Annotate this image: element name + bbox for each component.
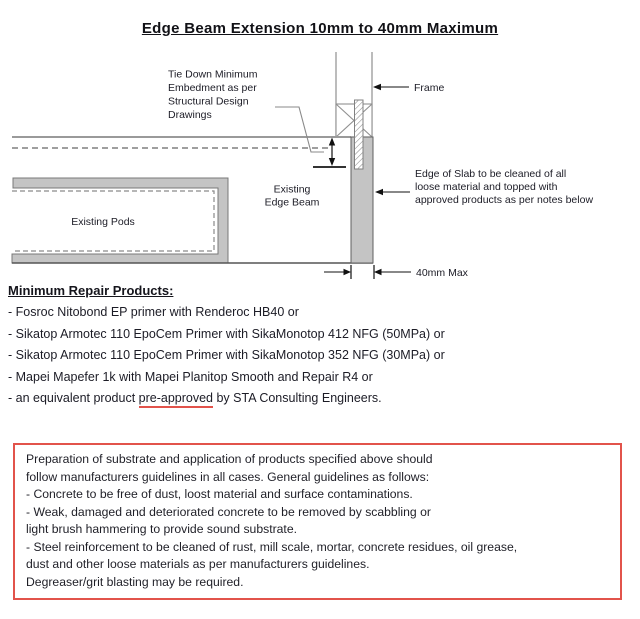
repair-products-heading: Minimum Repair Products: <box>8 283 174 298</box>
notes-line: - Steel reinforcement to be cleaned of rust, mill scale, mortar, concrete residues, oil grease, <box>26 539 518 554</box>
repair-products-section <box>8 283 628 410</box>
embedment-arrow <box>329 138 335 167</box>
svg-text:Structural Design: Structural Design <box>168 95 249 108</box>
existing-edge-beam-label <box>265 184 320 209</box>
notes-line: Degreaser/grit blasting may be required. <box>26 574 244 589</box>
repair-item: - Mapei Mapefer 1k with Mapei Planitop Smooth and Repair R4 or <box>8 369 373 384</box>
svg-text:Edge Beam: Edge Beam <box>264 196 320 209</box>
tie-down-label <box>168 69 258 122</box>
notes-line: light brush hammering to provide sound substrate. <box>26 522 297 536</box>
svg-text:Edge of Slab to be cleaned of: Edge of Slab to be cleaned of all <box>415 168 567 180</box>
dim-arrow-left <box>324 265 351 279</box>
svg-text:Embedment as per: Embedment as per <box>168 82 257 94</box>
tie-down-leader-line <box>275 107 324 152</box>
notes-line: - Concrete to be free of dust, loost material and surface contaminations. <box>26 487 413 501</box>
notes-line: dust and other loose materials as per manufacturers guidelines. <box>26 557 370 571</box>
svg-text:Existing: Existing <box>273 183 311 196</box>
edge-of-slab-arrow <box>375 189 410 195</box>
page-title: Edge Beam Extension 10mm to 40mm Maximum <box>141 20 499 37</box>
dim-arrow-right <box>374 265 411 279</box>
preparation-notes-box <box>13 443 622 600</box>
notes-line: - Weak, damaged and deteriorated concrete to be removed by scabbling or <box>26 504 431 519</box>
repair-item: - Sikatop Armotec 110 EpoCem Primer with SikaMonotop 352 NFG (30MPa) or <box>8 348 445 362</box>
svg-text:Drawings: Drawings <box>168 109 212 121</box>
equivalent-suffix: by STA Consulting Engineers. <box>213 391 382 405</box>
existing-pods-label: Existing Pods <box>71 216 135 228</box>
edge-of-slab-label <box>415 168 593 206</box>
dim-40mm-label: 40mm Max <box>416 267 468 279</box>
frame-arrow <box>373 84 409 90</box>
notes-line: follow manufacturers guidelines in all cases. General guidelines as follows: <box>26 469 430 484</box>
svg-text:loose material and topped with: loose material and topped with <box>415 181 558 193</box>
equivalent-prefix: - an equivalent product <box>8 391 139 405</box>
tie-down-bar <box>355 100 364 169</box>
svg-text:Tie Down Minimum: Tie Down Minimum <box>168 68 258 81</box>
notes-line: Preparation of substrate and application of products specified above should <box>26 452 433 466</box>
svg-text:approved products as per notes: approved products as per notes below <box>415 194 594 206</box>
frame-label: Frame <box>414 82 445 94</box>
repair-item: - Fosroc Nitobond EP primer with Renderoc HB40 or <box>8 305 299 319</box>
edge-beam-detail-diagram <box>0 48 640 282</box>
repair-item-equivalent <box>8 388 628 410</box>
repair-item: - Sikatop Armotec 110 EpoCem Primer with SikaMonotop 412 NFG (50MPa) or <box>8 326 445 341</box>
pre-approved-highlight: pre-approved <box>139 391 213 408</box>
